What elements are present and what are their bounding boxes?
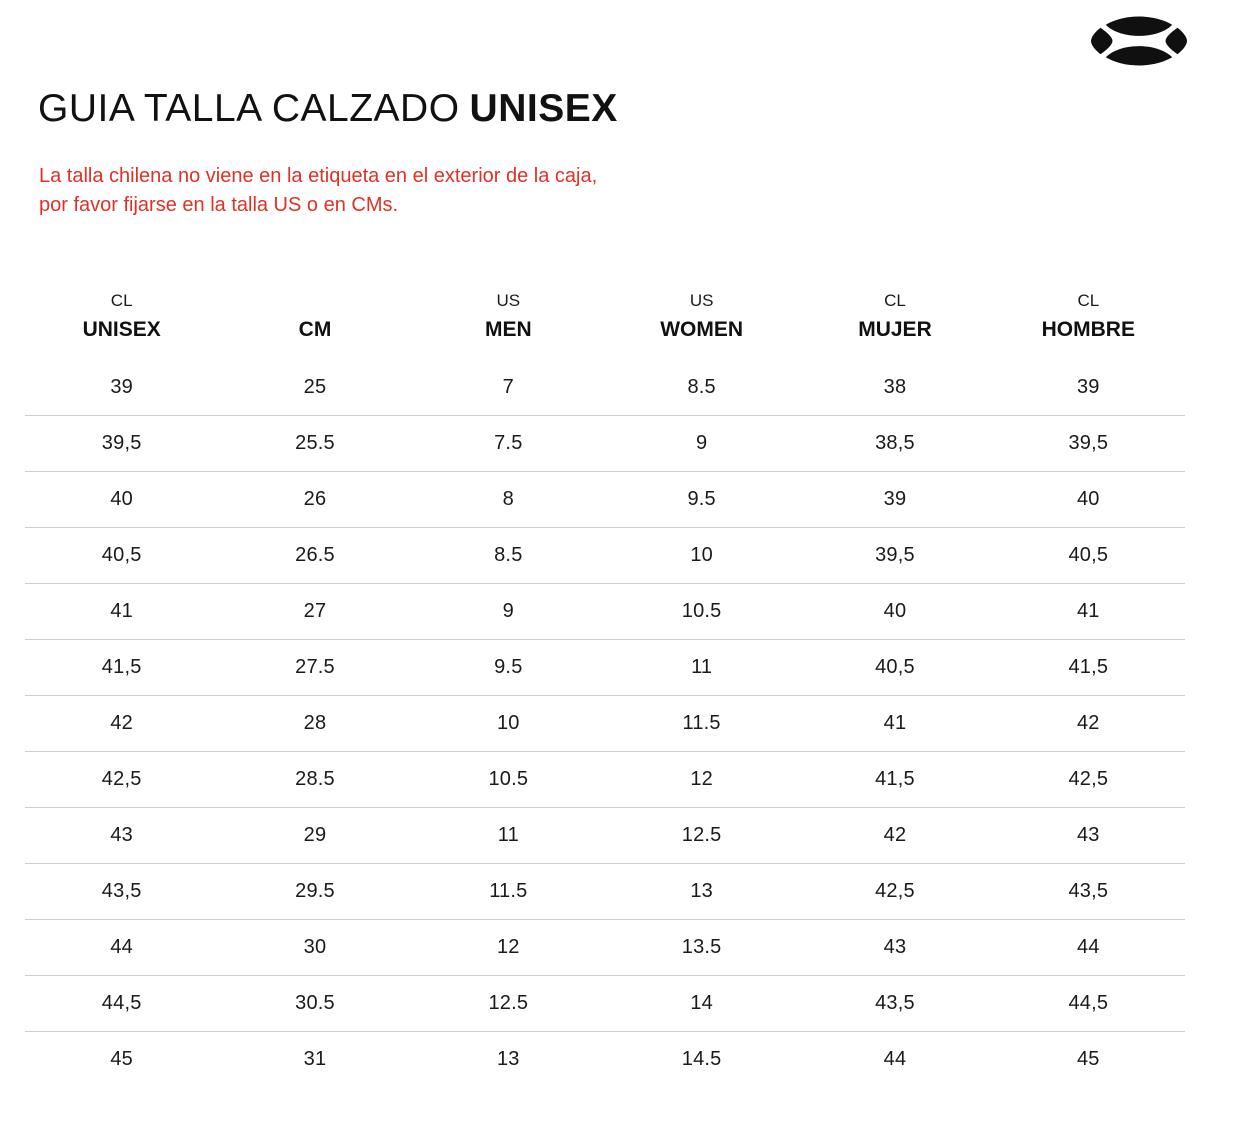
cell-us-men: 9 xyxy=(412,583,605,639)
cell-us-men: 12 xyxy=(412,919,605,975)
column-header-us-men-main: MEN xyxy=(484,318,532,341)
cell-cm: 27.5 xyxy=(218,639,411,695)
table-row xyxy=(25,583,1185,639)
table-row xyxy=(25,415,1185,471)
cell-cm: 28 xyxy=(218,695,411,751)
table-row xyxy=(25,863,1185,919)
under-armour-logo xyxy=(1064,10,1214,72)
table-row xyxy=(25,807,1185,863)
cell-us-men: 10.5 xyxy=(412,751,605,807)
cell-us-men: 7 xyxy=(502,375,514,398)
cell-us-women: 12 xyxy=(605,751,798,807)
cell-cm: 26.5 xyxy=(218,527,411,583)
size-note-line-2: por favor fijarse en la talla US o en CMs. xyxy=(39,194,399,216)
size-note-line-1: La talla chilena no viene en la etiqueta en el exterior de la caja, xyxy=(39,165,598,187)
cell-unisex: 41 xyxy=(25,583,218,639)
column-header-us-men-top: US xyxy=(496,291,521,310)
cell-unisex: 39 xyxy=(110,375,133,398)
table-row xyxy=(25,527,1185,583)
cell-us-men: 10 xyxy=(412,695,605,751)
cell-cl-mujer: 44 xyxy=(798,1031,991,1087)
column-header-cm-top xyxy=(218,288,411,314)
cell-unisex: 41,5 xyxy=(25,639,218,695)
cell-cl-hombre: 39,5 xyxy=(992,415,1185,471)
cell-cl-hombre: 41,5 xyxy=(992,639,1185,695)
cell-unisex: 45 xyxy=(25,1031,218,1087)
cell-us-women: 10 xyxy=(605,527,798,583)
cell-cl-mujer: 40,5 xyxy=(798,639,991,695)
cell-unisex: 39,5 xyxy=(25,415,218,471)
cell-us-women: 13 xyxy=(605,863,798,919)
column-header-cl-mujer xyxy=(798,288,991,360)
cell-cl-mujer: 43,5 xyxy=(798,975,991,1031)
column-header-cl-hombre-main: HOMBRE xyxy=(1041,318,1135,341)
cell-us-women: 11.5 xyxy=(605,695,798,751)
size-table xyxy=(25,288,1185,1087)
cell-us-women: 13.5 xyxy=(605,919,798,975)
cell-us-men: 8.5 xyxy=(412,527,605,583)
cell-cl-mujer: 38 xyxy=(883,375,907,398)
table-row xyxy=(25,639,1185,695)
column-header-cl-hombre xyxy=(992,288,1185,360)
cell-unisex: 43,5 xyxy=(25,863,218,919)
cell-cl-hombre: 41 xyxy=(992,583,1185,639)
page-title xyxy=(38,88,618,131)
cell-us-women: 14.5 xyxy=(605,1031,798,1087)
cell-cl-hombre: 42 xyxy=(992,695,1185,751)
cell-us-men: 9.5 xyxy=(412,639,605,695)
cell-unisex: 40 xyxy=(25,471,218,527)
cell-us-women: 12.5 xyxy=(605,807,798,863)
cell-cm: 25 xyxy=(303,375,327,398)
table-row xyxy=(25,1031,1185,1087)
cell-us-men: 11 xyxy=(412,807,605,863)
cell-cl-hombre: 40,5 xyxy=(992,527,1185,583)
cell-cm: 28.5 xyxy=(218,751,411,807)
cell-cm: 27 xyxy=(218,583,411,639)
column-header-cl-hombre-top: CL xyxy=(1077,291,1100,310)
column-header-us-women-main: WOMEN xyxy=(660,318,744,341)
cell-cl-mujer: 38,5 xyxy=(798,415,991,471)
cell-cm: 25.5 xyxy=(218,415,411,471)
column-header-cl-mujer-main: MUJER xyxy=(858,318,932,341)
cell-cm: 31 xyxy=(218,1031,411,1087)
cell-cm: 26 xyxy=(218,471,411,527)
size-note xyxy=(39,162,597,220)
cell-us-men: 12.5 xyxy=(412,975,605,1031)
cell-cl-mujer: 40 xyxy=(798,583,991,639)
cell-cl-hombre: 39 xyxy=(1076,375,1100,398)
cell-us-women: 8.5 xyxy=(687,375,716,398)
column-header-us-men xyxy=(412,288,605,360)
cell-unisex: 44 xyxy=(25,919,218,975)
cell-cm: 29.5 xyxy=(218,863,411,919)
cell-unisex: 43 xyxy=(25,807,218,863)
table-row xyxy=(25,919,1185,975)
column-header-us-women xyxy=(605,288,798,360)
cell-cl-mujer: 43 xyxy=(798,919,991,975)
cell-us-men: 13 xyxy=(412,1031,605,1087)
column-header-unisex xyxy=(25,288,218,360)
column-header-cm-main: CM xyxy=(298,318,332,341)
column-header-unisex-top: CL xyxy=(110,291,133,310)
cell-unisex: 42,5 xyxy=(25,751,218,807)
cell-unisex: 44,5 xyxy=(25,975,218,1031)
cell-cl-hombre: 43,5 xyxy=(992,863,1185,919)
column-header-cl-mujer-top: CL xyxy=(884,291,906,310)
cell-cl-hombre: 44 xyxy=(992,919,1185,975)
cell-cm: 29 xyxy=(218,807,411,863)
cell-us-women: 14 xyxy=(605,975,798,1031)
column-header-unisex-main: UNISEX xyxy=(82,318,161,341)
cell-cl-mujer: 39 xyxy=(798,471,991,527)
cell-us-women: 9 xyxy=(605,415,798,471)
table-row xyxy=(25,471,1185,527)
cell-unisex: 42 xyxy=(25,695,218,751)
size-table-container xyxy=(25,288,1185,1087)
cell-us-women: 10.5 xyxy=(605,583,798,639)
column-header-us-women-top: US xyxy=(689,291,714,310)
cell-cl-mujer: 42 xyxy=(798,807,991,863)
table-row xyxy=(25,751,1185,807)
table-row xyxy=(25,360,1185,416)
cell-cl-hombre: 43 xyxy=(992,807,1185,863)
cell-cl-mujer: 41,5 xyxy=(798,751,991,807)
table-row xyxy=(25,695,1185,751)
cell-cm: 30.5 xyxy=(218,975,411,1031)
cell-us-women: 11 xyxy=(605,639,798,695)
cell-cm: 30 xyxy=(218,919,411,975)
cell-us-women: 9.5 xyxy=(605,471,798,527)
cell-cl-mujer: 41 xyxy=(798,695,991,751)
cell-cl-hombre: 44,5 xyxy=(992,975,1185,1031)
cell-cl-mujer: 39,5 xyxy=(798,527,991,583)
page-title-bold: UNISEX xyxy=(469,87,618,130)
cell-unisex: 40,5 xyxy=(25,527,218,583)
cell-cl-hombre: 42,5 xyxy=(992,751,1185,807)
table-row xyxy=(25,975,1185,1031)
cell-us-men: 11.5 xyxy=(412,863,605,919)
column-header-cm xyxy=(218,288,411,360)
cell-cl-hombre: 45 xyxy=(992,1031,1185,1087)
cell-cl-mujer: 42,5 xyxy=(798,863,991,919)
cell-cl-hombre: 40 xyxy=(992,471,1185,527)
cell-us-men: 7.5 xyxy=(412,415,605,471)
cell-us-men: 8 xyxy=(412,471,605,527)
size-table-body xyxy=(25,360,1185,1087)
size-table-header-row xyxy=(25,288,1185,360)
size-table-head xyxy=(25,288,1185,360)
page-title-light: GUIA TALLA CALZADO xyxy=(38,87,460,130)
